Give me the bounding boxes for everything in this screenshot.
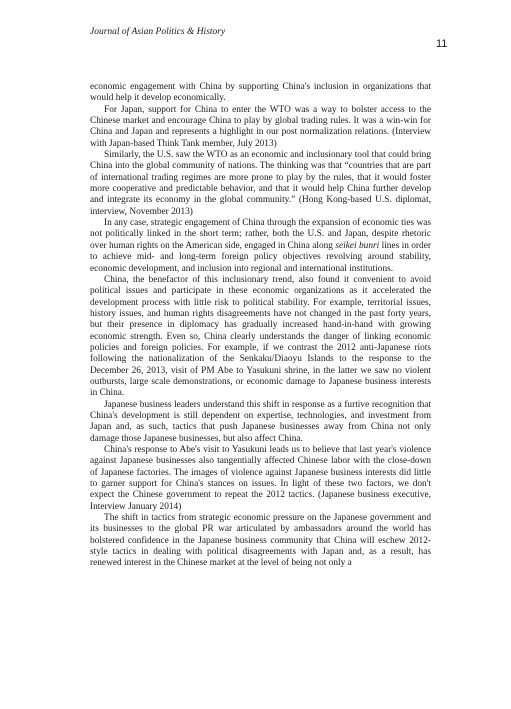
paragraph: China, the benefactor of this inclusionary trend, also found it convenient to avoid political issues and participate in these economic organizations as it accelerated the development process with little risk to political stability. For example, territorial issues, history issues, and human rights disagreements have not changed in the past forty years, but their presence in diplomacy has gradually increased hand-in-hand with growing economic strength. Even so, China clearly understands the danger of linking economic policies and foreign policies. For example, if we contrast the 2012 anti-Japanese riots following the nationalization of the Senkaku/Diaoyu Islands to the response to the December 26, 2013, visit of PM Abe to Yasukuni shrine, in the latter we saw no violent outbursts, large scale demonstrations, or economic damage to Japanese business interests in China. bbox=[90, 274, 431, 399]
italic-term: seikei bunri bbox=[335, 240, 380, 251]
paragraph-text: lines in order to achieve mid- and long-term foreign policy objectives revolving around stability, economic development, and inclusion into regional and international institutions. bbox=[90, 240, 431, 274]
paragraph: Similarly, the U.S. saw the WTO as an economic and inclusionary tool that could bring China into the global community of nations. The thinking was that “countries that are part of international trading regimes are more prone to play by the rules, that it would foster more cooperative and predictable behavior, and that it would help China further develop and integrate its economy in the global community.” (Hong Kong-based U.S. diplomat, interview, November 2013) bbox=[90, 150, 431, 217]
block-quote-paragraph: For Japan, support for China to enter the WTO was a way to bolster access to the Chinese market and encourage China to play by global trading rules. It was a win-win for China and Japan and represents a highlight in our post normalization relations. (Interview with Japan-based Think Tank member, July 2013) bbox=[90, 104, 431, 149]
body-text bbox=[90, 82, 431, 570]
page-number: 11 bbox=[436, 38, 448, 50]
paragraph: Japanese business leaders understand this shift in response as a furtive recognition that China's development is still dependent on expertise, technologies, and investment from Japan and, as such, tactics that push Japanese businesses away from China not only damage those Japanese businesses, but also affect China. bbox=[90, 399, 431, 444]
paragraph: The shift in tactics from strategic economic pressure on the Japanese government and its businesses to the global PR war articulated by ambassadors around the world has bolstered confidence in the Japanese business community that China will eschew 2012-style tactics in dealing with political disagreements with Japan and, as a result, has renewed interest in the Chinese market at the level of being not only a bbox=[90, 513, 431, 569]
running-head-journal-title: Journal of Asian Politics & History bbox=[90, 27, 226, 37]
block-quote-paragraph: China's response to Abe's visit to Yasukuni leads us to believe that last year's violence against Japanese businesses also tangentially affected Chinese labor with the close-down of Japanese factories. The images of violence against Japanese business interests did little to garner support for China's stances on issues. In light of these two factors, we don't expect the Chinese government to repeat the 2012 tactics. (Japanese business executive, Interview January 2014) bbox=[90, 445, 431, 512]
paragraph-text: In any case, strategic engagement of China through the expansion of economic ties was not politically linked in the short term; rather, both the U.S. and Japan, despite rhetoric over human rights on the American side, engaged in China along bbox=[90, 218, 431, 251]
paragraph: economic engagement with China by supporting China's inclusion in organizations that would help it develop economically. bbox=[90, 82, 431, 104]
paragraph bbox=[90, 218, 431, 275]
